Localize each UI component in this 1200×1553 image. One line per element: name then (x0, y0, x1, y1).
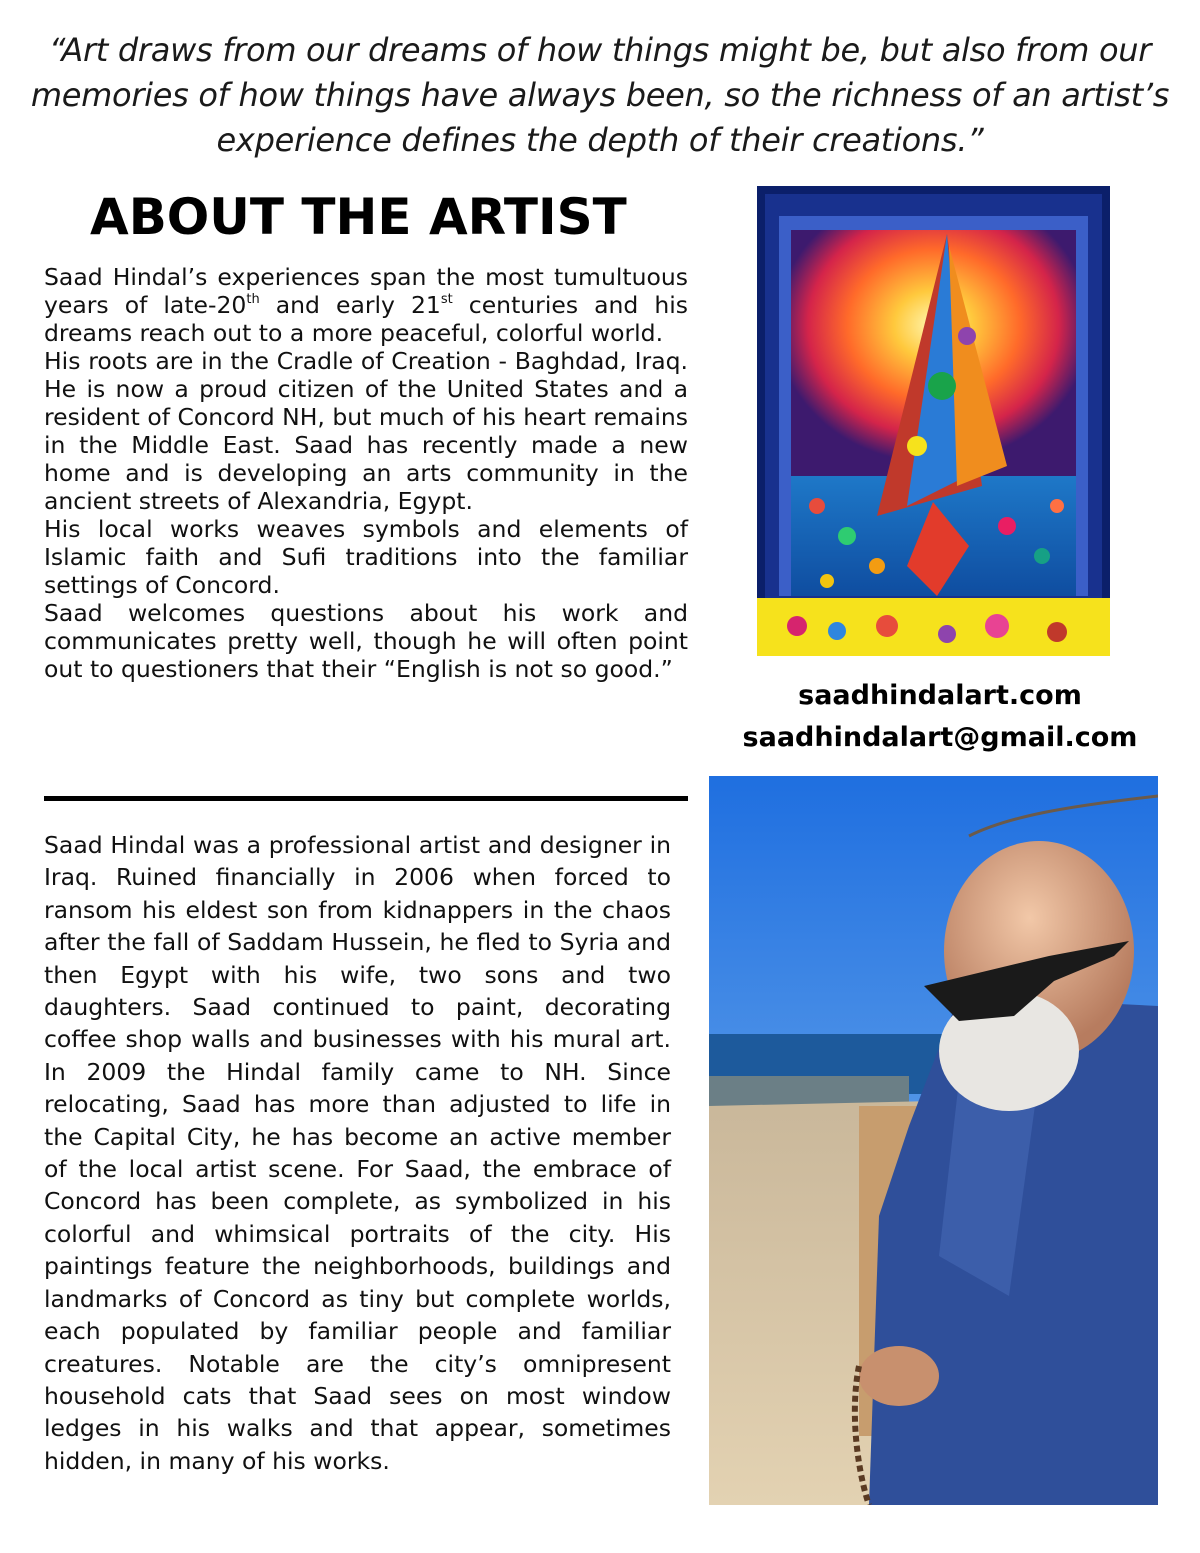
artist-story (44, 829, 671, 1477)
artist-bio (44, 263, 688, 683)
bio-paragraph: His roots are in the Cradle of Creation - Baghdad, Iraq. He is now a proud citizen of the United States and a resident of Concord NH, but much of his heart remains in the Middle East. Saad has recently made a new home and is developing an arts community in the ancient streets of Alexandria, Egypt. (44, 347, 688, 515)
bio-paragraph (44, 263, 688, 347)
contact-links (720, 675, 1160, 759)
opening-quote: “Art draws from our dreams of how things might be, but also from our memories of how things have always been, so the richness of an artist’s experience defines the depth of their creations.” (30, 31, 1170, 159)
bio-text: and early 21 (259, 291, 441, 319)
bio-paragraph: Saad welcomes questions about his work and communicates pretty well, though he will often point out to questioners that their “English is not so good.” (44, 599, 688, 683)
section-divider (44, 796, 688, 801)
email-link[interactable]: saadhindalart@gmail.com (742, 722, 1138, 753)
sailboat-painting (757, 186, 1110, 656)
superscript-st: st (440, 292, 453, 307)
bio-paragraph: His local works weaves symbols and elements of Islamic faith and Sufi traditions into the familiar settings of Concord. (44, 515, 688, 599)
bio-text: Saad Hindal’s experiences span the most tumultuous years of late-20 (44, 263, 688, 319)
superscript-th: th (246, 292, 260, 307)
website-link[interactable]: saadhindalart.com (798, 680, 1082, 711)
bio-text: centuries and his dreams reach out to a more peaceful, colorful world. (44, 291, 689, 347)
page-title: ABOUT THE ARTIST (90, 188, 627, 246)
story-paragraph: Saad Hindal was a professional artist and designer in Iraq. Ruined financially in 2006 when forced to ransom his eldest son from kidnappers in the chaos after the fall of Saddam Hussein, he fled to Syria and then Egypt with his wife, two sons and two daughters. Saad continued to paint, decorating coffee shop walls and businesses with his mural art. In 2009 the Hindal family came to NH. Since relocating, Saad has more than adjusted to life in the Capital City, he has become an active member of the local artist scene. For Saad, the embrace of Concord has been complete, as symbolized in his colorful and whimsical portraits of the city. His paintings feature the neighborhoods, buildings and landmarks of Concord as tiny but complete worlds, each populated by familiar people and familiar creatures. Notable are the city’s omnipresent household cats that Saad sees on most window ledges in his walks and that appear, sometimes hidden, in many of his works. (44, 831, 671, 1475)
artist-photo (709, 776, 1158, 1505)
